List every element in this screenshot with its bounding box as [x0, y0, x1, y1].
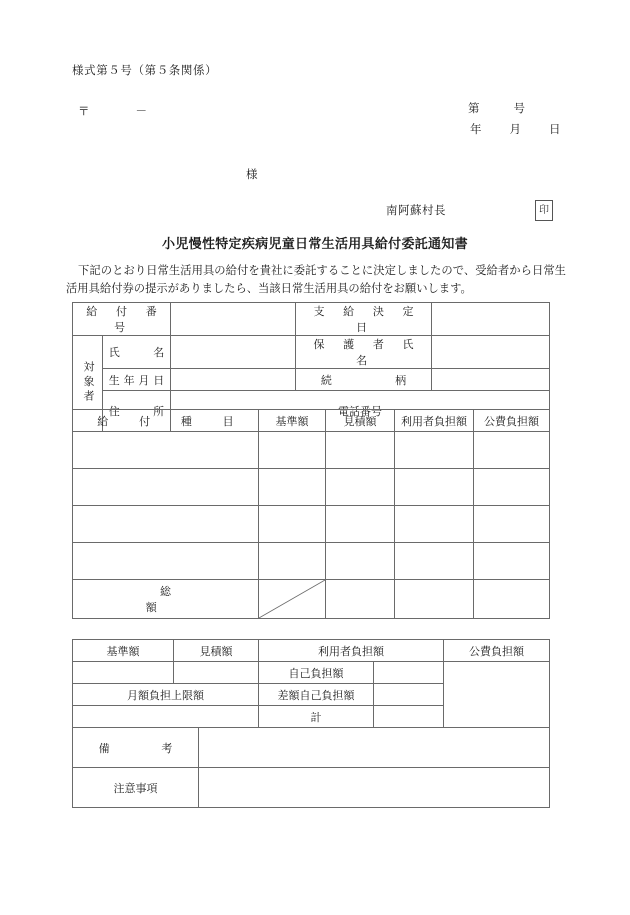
item-name-value[interactable] — [73, 469, 259, 506]
child-name-value[interactable] — [171, 336, 296, 369]
burden-standard-value[interactable] — [73, 662, 174, 684]
table-row — [73, 543, 550, 580]
item-public-burden-value[interactable] — [474, 506, 550, 543]
column-header-public-burden: 公費負担額 — [474, 410, 550, 432]
benefit-number-value[interactable] — [171, 303, 296, 336]
table-row — [73, 432, 550, 469]
self-burden-value[interactable] — [374, 662, 444, 684]
relation-label: 続 柄 — [296, 369, 432, 391]
date-day-label: 日 — [549, 124, 561, 136]
table-total-row — [73, 580, 550, 619]
item-public-burden-value[interactable] — [474, 469, 550, 506]
self-burden-label: 自己負担額 — [259, 662, 374, 684]
addressee-suffix: 様 — [246, 169, 258, 181]
child-name-label: 氏 名 — [103, 336, 171, 369]
column-header-user-burden: 利用者負担額 — [395, 410, 474, 432]
item-name-value[interactable] — [73, 506, 259, 543]
sum-value[interactable] — [374, 706, 444, 728]
burden-user-label: 利用者負担額 — [259, 640, 444, 662]
column-header-item: 給 付 種 目 — [73, 410, 259, 432]
notes-table — [72, 727, 550, 808]
date-year-label: 年 — [470, 124, 482, 136]
document-number-unit: 号 — [513, 103, 525, 115]
birthdate-label: 生年月日 — [103, 369, 171, 391]
item-estimate-value[interactable] — [326, 543, 395, 580]
table-header-row — [73, 640, 550, 662]
item-estimate-value[interactable] — [326, 469, 395, 506]
form-number: 様式第５号（第５条関係） — [72, 65, 218, 77]
monthly-cap-label: 月額負担上限額 — [73, 684, 259, 706]
item-user-burden-value[interactable] — [395, 506, 474, 543]
burden-estimate-label: 見積額 — [174, 640, 259, 662]
item-public-burden-value[interactable] — [474, 543, 550, 580]
burden-public-label: 公費負担額 — [444, 640, 550, 662]
postal-code-line — [78, 103, 147, 119]
total-public-burden-value[interactable] — [474, 580, 550, 619]
page-title: 小児慢性特定疾病児童日常生活用具給付委託通知書 — [162, 236, 468, 251]
total-user-burden-value[interactable] — [395, 580, 474, 619]
caution-label: 注意事項 — [73, 768, 199, 808]
burden-estimate-value[interactable] — [174, 662, 259, 684]
total-label: 総 額 — [73, 580, 259, 619]
body-line-2: ら日常生活用具給付券の提示がありましたら、当該日常生活用具の給付をお願いします。 — [66, 265, 566, 295]
benefit-items-table — [72, 409, 550, 619]
item-estimate-value[interactable] — [326, 432, 395, 469]
issuer-name: 南阿蘇村長 — [386, 205, 446, 217]
table-row — [73, 728, 550, 768]
item-user-burden-value[interactable] — [395, 432, 474, 469]
guardian-name-value[interactable] — [432, 336, 550, 369]
remarks-label: 備 考 — [73, 728, 199, 768]
date-month-label: 月 — [509, 124, 521, 136]
benefit-number-label: 給 付 番 号 — [73, 303, 171, 336]
body-paragraph — [66, 262, 566, 298]
decision-date-label: 支 給 決 定 日 — [296, 303, 432, 336]
item-user-burden-value[interactable] — [395, 469, 474, 506]
document-number-line — [468, 100, 525, 116]
total-standard-struck-cell — [259, 580, 326, 619]
difference-self-burden-value[interactable] — [374, 684, 444, 706]
sum-label: 計 — [259, 706, 374, 728]
diagonal-strike-icon — [259, 580, 325, 618]
table-row — [73, 336, 550, 369]
table-row — [73, 768, 550, 808]
item-public-burden-value[interactable] — [474, 432, 550, 469]
burden-public-value[interactable] — [444, 662, 550, 728]
body-line-1: 下記のとおり日常生活用具の給付を貴社に委託することに決定しましたので、受給者か — [78, 265, 521, 277]
burden-summary-table — [72, 639, 550, 728]
caution-value[interactable] — [199, 768, 550, 808]
burden-standard-label: 基準額 — [73, 640, 174, 662]
target-person-label: 対象者 — [73, 336, 103, 432]
item-standard-value[interactable] — [259, 506, 326, 543]
item-user-burden-value[interactable] — [395, 543, 474, 580]
table-row — [73, 369, 550, 391]
postal-mark-icon: 〒 — [78, 106, 90, 118]
item-standard-value[interactable] — [259, 469, 326, 506]
seal-stamp-box: 印 — [535, 200, 553, 221]
table-row — [73, 469, 550, 506]
relation-value[interactable] — [432, 369, 550, 391]
table-header-row — [73, 410, 550, 432]
table-row — [73, 662, 550, 684]
item-name-value[interactable] — [73, 432, 259, 469]
postal-dash: － — [135, 106, 147, 118]
difference-self-burden-label: 差額自己負担額 — [259, 684, 374, 706]
item-standard-value[interactable] — [259, 432, 326, 469]
table-row — [73, 303, 550, 336]
column-header-estimate: 見積額 — [326, 410, 395, 432]
birthdate-value[interactable] — [171, 369, 296, 391]
document-date-line — [470, 121, 561, 137]
item-standard-value[interactable] — [259, 543, 326, 580]
guardian-name-label: 保 護 者 氏 名 — [296, 336, 432, 369]
table-row — [73, 506, 550, 543]
address-label: 住 所 — [103, 391, 171, 432]
document-number-label: 第 — [468, 103, 480, 115]
item-name-value[interactable] — [73, 543, 259, 580]
column-header-standard: 基準額 — [259, 410, 326, 432]
phone-number-label: 電話番号 — [338, 406, 383, 418]
item-estimate-value[interactable] — [326, 506, 395, 543]
monthly-cap-value[interactable] — [73, 706, 259, 728]
decision-date-value[interactable] — [432, 303, 550, 336]
remarks-value[interactable] — [199, 728, 550, 768]
